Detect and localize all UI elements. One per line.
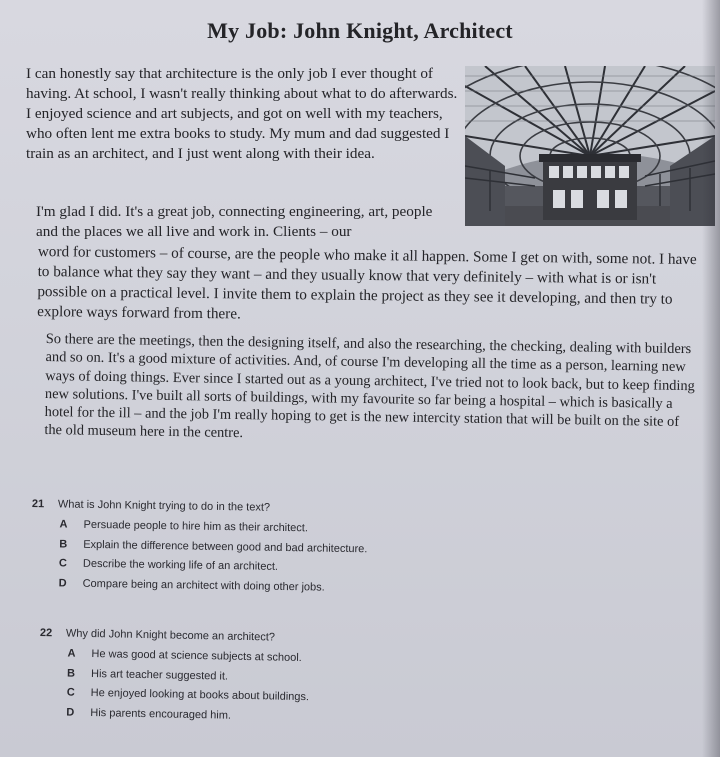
- option-text: His art teacher suggested it.: [91, 667, 229, 683]
- option-text: Compare being an architect with doing other jobs.: [82, 577, 325, 594]
- option-letter: B: [59, 537, 68, 551]
- question-text: Why did John Knight become an architect?: [65, 627, 276, 644]
- answer-option-d[interactable]: [66, 706, 458, 726]
- option-letter: D: [66, 706, 75, 719]
- option-text: Describe the working life of an architect.: [82, 557, 279, 573]
- station-dome-illustration: [465, 66, 715, 226]
- question-number: 22: [39, 627, 53, 640]
- article-paragraph-1: I can honestly say that architecture is the only job I ever thought of having. At school, I wasn't really thinking about what to do afterwards. I enjoyed science and art subjects, and got on well with my teachers, who often lent me extra books to study. My mum and dad suggested I train as an architect, and I just went along with their idea.: [26, 65, 458, 162]
- option-letter: A: [67, 647, 76, 660]
- article-paragraph-2-start: I'm glad I did. It's a great job, connecting engineering, art, people and the places we all live and work in. Clients – our: [36, 203, 433, 240]
- article-title: My Job: John Knight, Architect: [207, 18, 513, 43]
- option-text: He enjoyed looking at books about buildings.: [90, 686, 310, 704]
- question-number: 21: [31, 498, 45, 511]
- question-stem: [40, 627, 460, 647]
- option-text: Persuade people to hire him as their architect.: [83, 518, 309, 535]
- option-letter: B: [67, 667, 76, 680]
- answer-option-d[interactable]: [59, 577, 451, 595]
- option-letter: D: [58, 576, 67, 590]
- option-letter: A: [59, 518, 68, 531]
- option-text: He was good at science subjects at school.: [91, 647, 302, 665]
- question-stem: [32, 498, 452, 517]
- answer-option-b[interactable]: [59, 538, 451, 556]
- article-paragraph-2-rest: word for customers – of course, are the people who make it all happen. Some I get on with, some not. I have to balance what they say they want – and they usually know that very definitely – with what is or isn't possible on a practical level. I invite them to explain the project as they see it developing, and then try to explore ways forward from there.: [37, 242, 697, 323]
- question-text: What is John Knight trying to do in the text?: [57, 498, 271, 514]
- question-21: [30, 498, 451, 603]
- station-dome-photo: [465, 66, 715, 226]
- question-22: [38, 627, 460, 733]
- answer-option-a[interactable]: [59, 518, 451, 536]
- option-text: His parents encouraged him.: [90, 706, 232, 722]
- answer-option-b[interactable]: [67, 667, 459, 687]
- option-text: Explain the difference between good and bad architecture.: [83, 538, 368, 555]
- option-letter: C: [66, 686, 75, 699]
- answer-option-c[interactable]: [59, 557, 451, 575]
- answer-option-c[interactable]: [67, 687, 459, 707]
- option-letter: C: [58, 557, 68, 570]
- answer-option-a[interactable]: [67, 648, 459, 668]
- article-paragraph-3: So there are the meetings, then the designing itself, and also the researching, the checking, dealing with builders and so on. It's a good mixture of activities. And, of course I'm developing all the time as a person, learning new ways of doing things. Ever since I started out as a young architect, I've tried not to look back, but to keep finding new solutions. I've built all sorts of buildings, with my favourite so far being a hospital – which is basically a hotel for the ill – and the job I'm really hoping to get is the new intercity station that will be built on the site of the old museum here in the centre.: [44, 330, 695, 442]
